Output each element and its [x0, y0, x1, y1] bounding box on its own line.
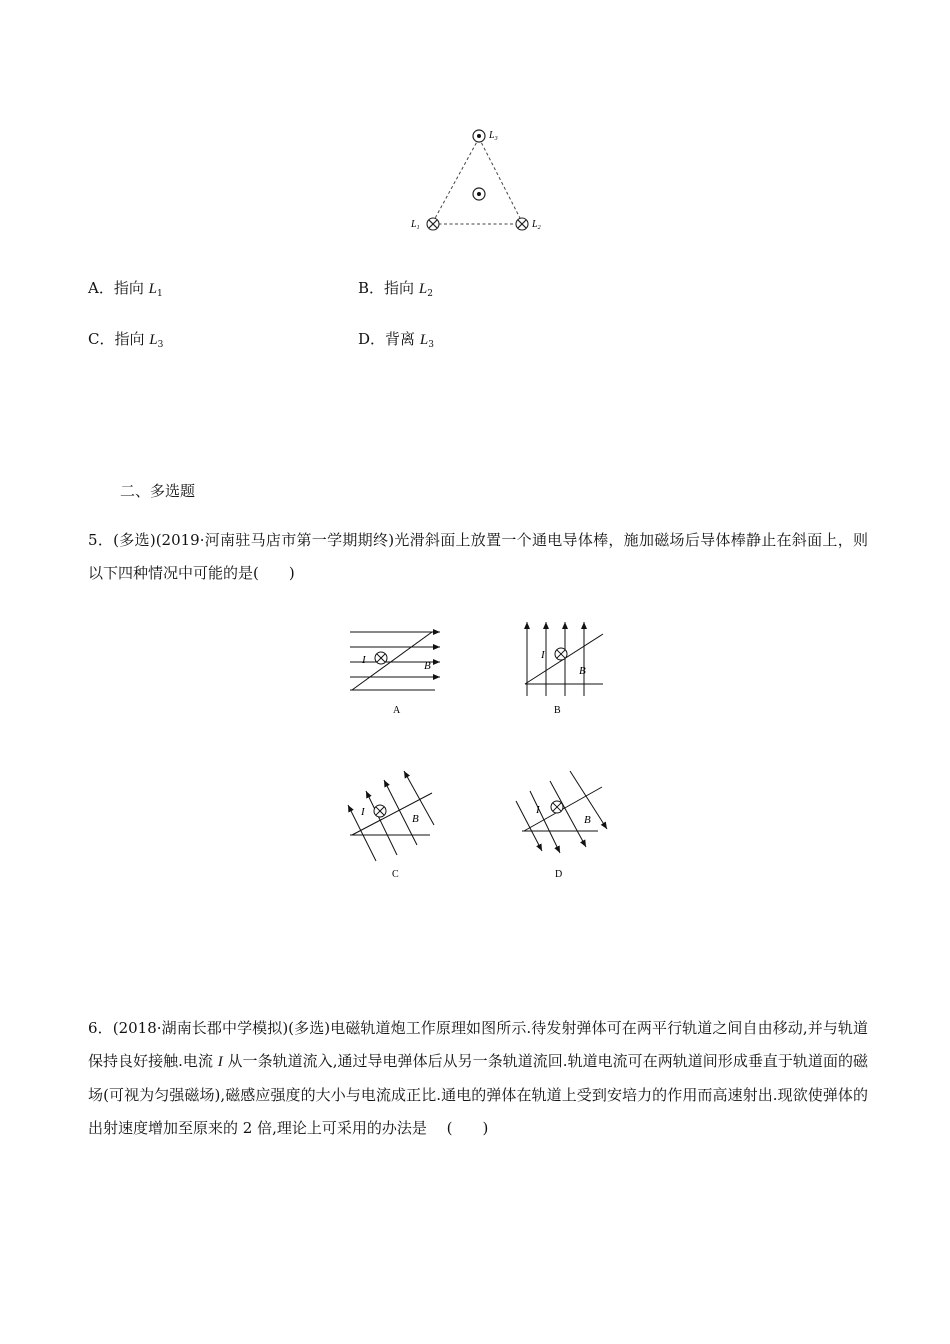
label-B: B	[579, 665, 586, 677]
label-B: B	[584, 814, 591, 826]
label-I: I	[362, 654, 366, 666]
question-6: 6．(2018·湖南长郡中学模拟)(多选)电磁轨道炮工作原理如图所示.待发射弹体可在两平行轨道之间自由移动,并与轨道保持良好接触.电流 I 从一条轨道流入,通过导电弹体后从另一条轨道流回.轨道电流可在两轨道间形成垂直于轨道面的磁场(可视为匀强磁场),磁感应强度的大小与电流成正比.通电的弹体在轨道上受到安培力的作用而高速射出.现欲使弹体的出射速度增加至原来的 2 倍,理论上可采用的办法是 ( )	[88, 1019, 868, 1137]
label-I: I	[541, 649, 545, 661]
option-b[interactable]: B．指向 $L_2$	[358, 279, 433, 299]
label-L3: $L_3$	[489, 130, 498, 142]
label-I: I	[536, 804, 540, 816]
q5-figure-b	[515, 618, 615, 720]
option-a[interactable]: A．指向 $L_1$	[88, 279, 163, 299]
option-c[interactable]: C．指向 $L_3$	[88, 330, 164, 350]
wire-L2	[516, 218, 528, 230]
wire-L1	[427, 218, 439, 230]
label-B: B	[424, 660, 431, 672]
q5-figure-a	[340, 620, 450, 720]
section-title: 二、多选题	[120, 482, 196, 500]
option-d[interactable]: D．背离 $L_3$	[358, 330, 434, 350]
label-I: I	[361, 806, 365, 818]
caption-d: D	[555, 869, 563, 880]
caption-b: B	[554, 705, 561, 716]
label-B: B	[412, 813, 419, 825]
label-L1: $L_1$	[411, 219, 420, 231]
triangle-figure	[405, 122, 555, 237]
label-L2: $L_2$	[532, 219, 541, 231]
question-5: 5．(多选)(2019·河南驻马店市第一学期期终)光滑斜面上放置一个通电导体棒，施加磁场后导体棒静止在斜面上，则以下四种情况中可能的是( )	[88, 531, 868, 582]
q5-figure-d	[510, 765, 622, 883]
caption-c: C	[392, 869, 399, 880]
q5-figure-c	[340, 765, 450, 883]
caption-a: A	[393, 705, 401, 716]
